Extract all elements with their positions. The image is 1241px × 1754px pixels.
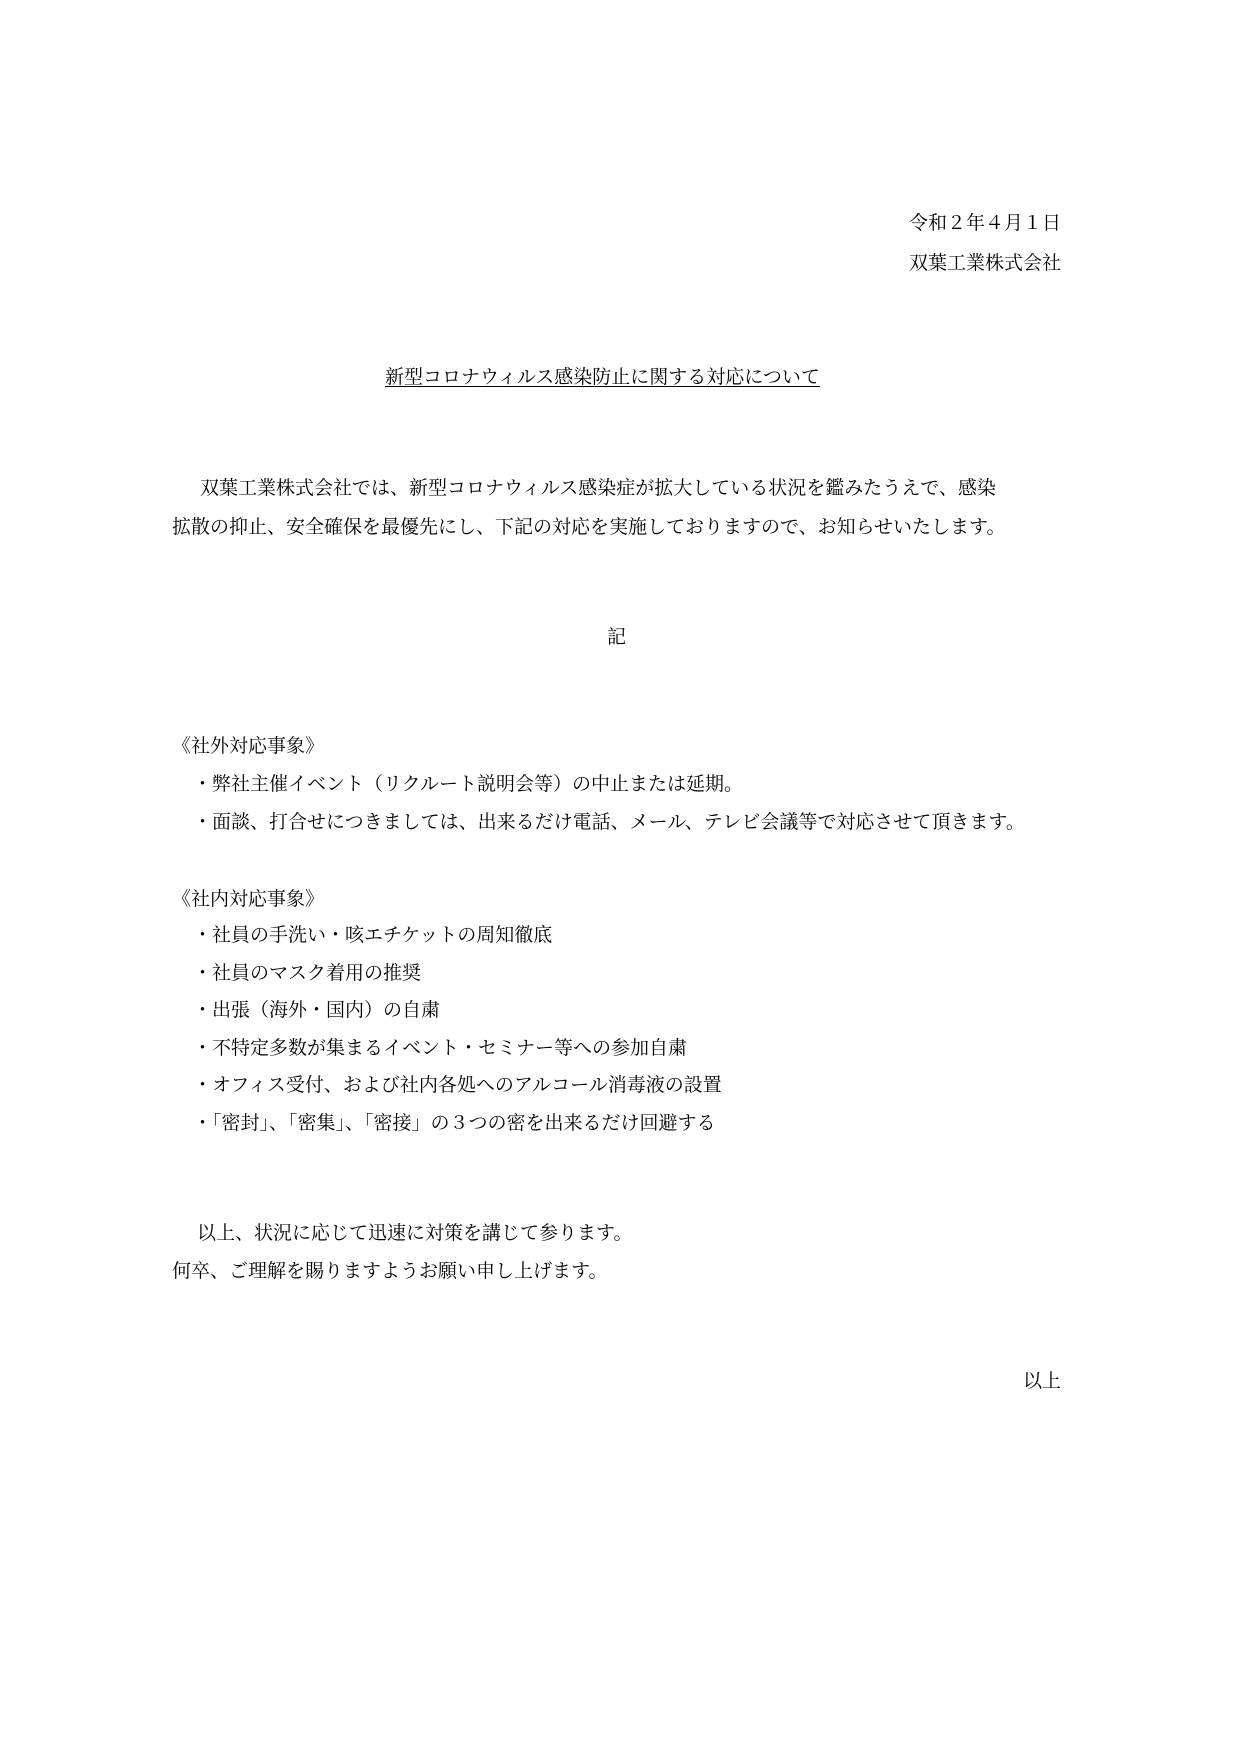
external-measure-item: ・面談、打合せにつきましては、出来るだけ電話、メール、テレビ会議等で対応させて頂きます。 [193,810,1025,833]
internal-measure-item: ・オフィス受付、および社内各処へのアルコール消毒液の設置 [193,1074,722,1096]
external-measures-heading: 《社外対応事象》 [172,735,325,757]
external-measure-item: ・弊社主催イベント（リクルート説明会等）の中止または延期。 [193,773,744,795]
document-date: 令和２年４月１日 [908,212,1061,234]
closing-line-2: 何卒、ご理解を賜りますようお願い申し上げます。 [172,1260,608,1282]
internal-measure-item: ・不特定多数が集まるイベント・セミナー等への参加自粛 [193,1036,688,1059]
internal-measures-heading: 《社内対応事象》 [172,888,325,910]
internal-measure-item: ・「密封」、「密集」、「密接」の３つの密を出来るだけ回避する [193,1111,716,1134]
closing-line-1: 以上、状況に応じて迅速に対策を講じて参ります。 [197,1222,633,1244]
internal-measure-item: ・社員の手洗い・咳エチケットの周知徹底 [193,924,553,946]
internal-measure-item: ・出張（海外・国内）の自粛 [193,999,441,1021]
intro-line-2: 拡散の抑止、安全確保を最優先にし、下記の対応を実施しておりますので、お知らせいたします。 [172,516,1006,538]
company-name: 双葉工業株式会社 [908,252,1061,274]
external-measures-list [193,775,1025,850]
intro-line-1: 双葉工業株式会社では、新型コロナウィルス感染症が拡大している状況を鑑みたうえで、感染 [200,477,996,499]
internal-measure-item: ・社員のマスク着用の推奨 [193,961,422,984]
ki-heading: 記 [607,626,627,648]
internal-measures-list [193,926,722,1151]
document-title: 新型コロナウィルス感染防止に関する対応について [385,366,820,388]
end-mark: 以上 [1022,1370,1061,1392]
